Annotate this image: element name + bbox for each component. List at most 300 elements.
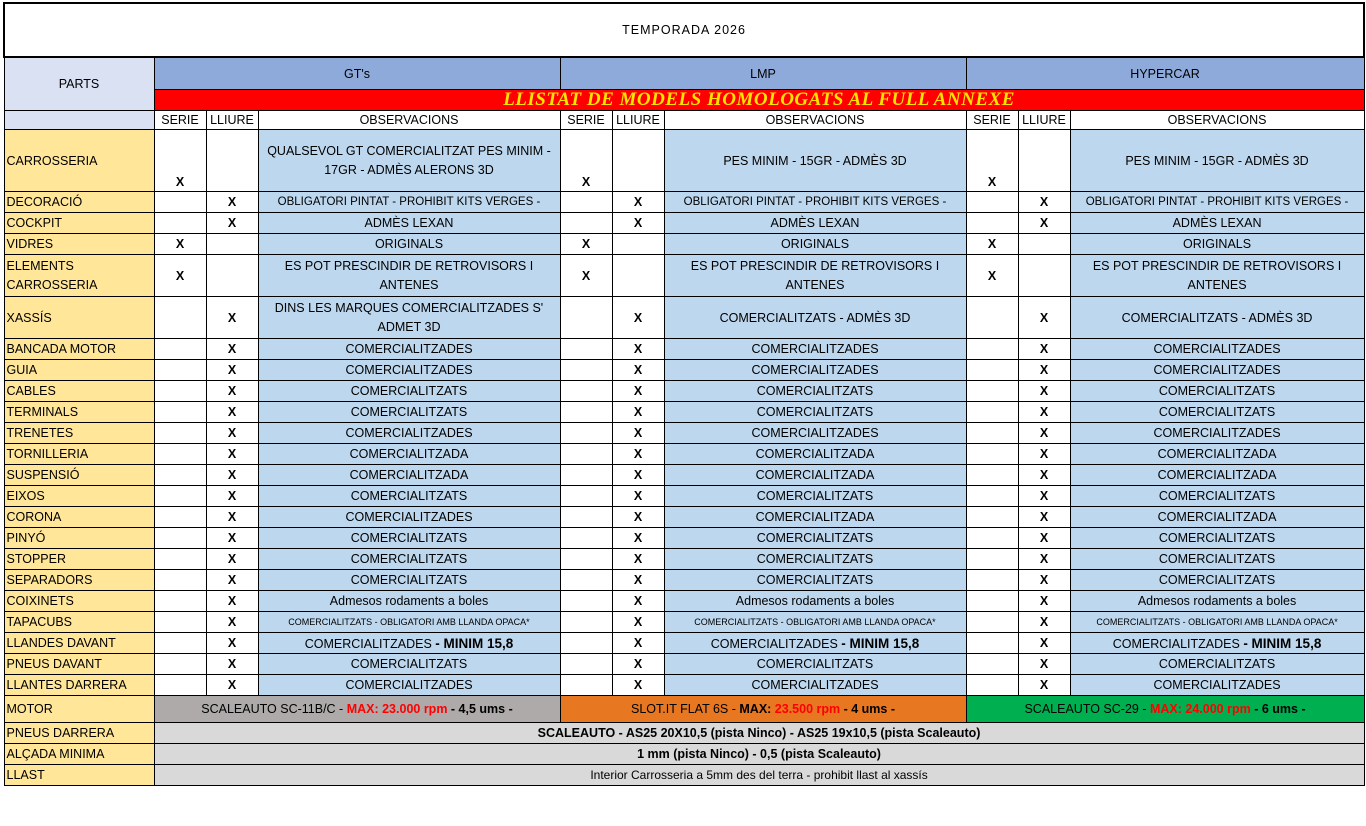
- hy-lliure-mark: X: [1018, 654, 1070, 675]
- ballast-spec: Interior Carrosseria a 5mm des del terra - prohibit llast al xassís: [154, 765, 1364, 786]
- lmp-lliure-mark: X: [612, 423, 664, 444]
- part-name: COIXINETS: [4, 591, 154, 612]
- lmp-serie-mark: [560, 675, 612, 696]
- gt-observation: COMERCIALITZATS: [258, 486, 560, 507]
- lmp-observation: COMERCIALITZATS: [664, 570, 966, 591]
- part-name: TRENETES: [4, 423, 154, 444]
- hy-observation: COMERCIALITZADA: [1070, 465, 1364, 486]
- gt-observation: DINS LES MARQUES COMERCIALITZADES S' ADMET 3D: [258, 297, 560, 339]
- hy-lliure-mark: X: [1018, 675, 1070, 696]
- hy-obs-header: OBSERVACIONS: [1070, 111, 1364, 130]
- gt-lliure-mark: X: [206, 297, 258, 339]
- part-name: TORNILLERIA: [4, 444, 154, 465]
- gt-serie-mark: [154, 192, 206, 213]
- table-row: [4, 507, 1364, 528]
- lmp-lliure-mark: X: [612, 486, 664, 507]
- gt-lliure-mark: X: [206, 654, 258, 675]
- lmp-lliure-mark: X: [612, 654, 664, 675]
- lmp-serie-header: SERIE: [560, 111, 612, 130]
- gt-observation: COMERCIALITZADES: [258, 507, 560, 528]
- lmp-serie-mark: [560, 633, 612, 654]
- part-name: STOPPER: [4, 549, 154, 570]
- hy-lliure-mark: X: [1018, 507, 1070, 528]
- lmp-observation: PES MINIM - 15GR - ADMÈS 3D: [664, 130, 966, 192]
- hy-lliure-mark: X: [1018, 381, 1070, 402]
- gt-observation: [258, 633, 560, 654]
- gt-lliure-mark: X: [206, 528, 258, 549]
- gt-observation: COMERCIALITZATS: [258, 528, 560, 549]
- gt-observation: ADMÈS LEXAN: [258, 213, 560, 234]
- lmp-serie-mark: [560, 339, 612, 360]
- parts-header-spacer: [4, 111, 154, 130]
- hy-serie-mark: [966, 444, 1018, 465]
- hy-observation: ADMÈS LEXAN: [1070, 213, 1364, 234]
- lmp-obs-text: COMERCIALITZADES: [710, 636, 842, 651]
- lmp-observation: ADMÈS LEXAN: [664, 213, 966, 234]
- gt-serie-mark: [154, 486, 206, 507]
- gt-lliure-mark: X: [206, 633, 258, 654]
- lmp-serie-mark: [560, 381, 612, 402]
- lmp-observation: COMERCIALITZATS: [664, 402, 966, 423]
- table-row: [4, 465, 1364, 486]
- table-row: [4, 654, 1364, 675]
- table-row: [4, 591, 1364, 612]
- hy-lliure-mark: X: [1018, 339, 1070, 360]
- gt-motor-max: MAX:: [346, 702, 383, 716]
- part-name: DECORACIÓ: [4, 192, 154, 213]
- gt-serie-mark: [154, 423, 206, 444]
- rear-tyres-spec: SCALEAUTO - AS25 20X10,5 (pista Ninco) - AS25 19x10,5 (pista Scaleauto): [154, 723, 1364, 744]
- hy-lliure-mark: X: [1018, 444, 1070, 465]
- hy-serie-mark: [966, 465, 1018, 486]
- gt-serie-mark: X: [154, 255, 206, 297]
- lmp-serie-mark: [560, 654, 612, 675]
- hy-motor-rpm: 24.000 rpm: [1185, 702, 1251, 716]
- lmp-serie-mark: [560, 486, 612, 507]
- lmp-serie-mark: [560, 528, 612, 549]
- lmp-observation: ORIGINALS: [664, 234, 966, 255]
- gt-serie-mark: [154, 507, 206, 528]
- gt-serie-mark: [154, 675, 206, 696]
- gt-serie-mark: [154, 570, 206, 591]
- gt-lliure-mark: [206, 130, 258, 192]
- table-row: [4, 192, 1364, 213]
- lmp-serie-mark: [560, 192, 612, 213]
- gt-lliure-mark: X: [206, 486, 258, 507]
- hy-serie-mark: [966, 423, 1018, 444]
- gt-lliure-mark: X: [206, 192, 258, 213]
- lmp-lliure-mark: X: [612, 612, 664, 633]
- category-gt: GT's: [154, 57, 560, 90]
- table-row: [4, 381, 1364, 402]
- hy-lliure-mark: X: [1018, 213, 1070, 234]
- lmp-motor-rpm: 23.500 rpm: [774, 702, 841, 716]
- hy-observation: OBLIGATORI PINTAT - PROHIBIT KITS VERGES -: [1070, 192, 1364, 213]
- gt-serie-mark: [154, 591, 206, 612]
- gt-serie-mark: [154, 612, 206, 633]
- hy-observation: PES MINIM - 15GR - ADMÈS 3D: [1070, 130, 1364, 192]
- gt-lliure-mark: [206, 255, 258, 297]
- hy-motor-spec: [966, 696, 1364, 723]
- hy-lliure-mark: X: [1018, 465, 1070, 486]
- rear-tyres-row: [4, 723, 1364, 744]
- hy-lliure-mark: X: [1018, 591, 1070, 612]
- part-name: CORONA: [4, 507, 154, 528]
- gt-motor-rpm: 23.000 rpm: [382, 702, 448, 716]
- hy-observation: ES POT PRESCINDIR DE RETROVISORS I ANTENES: [1070, 255, 1364, 297]
- hy-serie-header: SERIE: [966, 111, 1018, 130]
- lmp-lliure-mark: X: [612, 444, 664, 465]
- gt-lliure-mark: X: [206, 402, 258, 423]
- part-name: VIDRES: [4, 234, 154, 255]
- gt-serie-header: SERIE: [154, 111, 206, 130]
- part-name: LLAST: [4, 765, 154, 786]
- table-row: [4, 528, 1364, 549]
- lmp-serie-mark: [560, 423, 612, 444]
- part-name: PNEUS DAVANT: [4, 654, 154, 675]
- gt-lliure-mark: X: [206, 339, 258, 360]
- table-row: [4, 633, 1364, 654]
- gt-lliure-mark: X: [206, 507, 258, 528]
- hy-serie-mark: X: [966, 234, 1018, 255]
- lmp-lliure-mark: [612, 255, 664, 297]
- part-name: SEPARADORS: [4, 570, 154, 591]
- hy-serie-mark: X: [966, 130, 1018, 192]
- table-row: [4, 339, 1364, 360]
- gt-lliure-mark: X: [206, 213, 258, 234]
- gt-lliure-mark: X: [206, 549, 258, 570]
- page-title: TEMPORADA 2026: [4, 3, 1364, 57]
- part-name: TERMINALS: [4, 402, 154, 423]
- hy-serie-mark: [966, 528, 1018, 549]
- gt-observation: COMERCIALITZADA: [258, 465, 560, 486]
- part-name: ALÇADA MINIMA: [4, 744, 154, 765]
- lmp-lliure-mark: X: [612, 528, 664, 549]
- gt-lliure-mark: X: [206, 591, 258, 612]
- lmp-observation: COMERCIALITZADES: [664, 423, 966, 444]
- hy-lliure-mark: X: [1018, 633, 1070, 654]
- table-row: [4, 255, 1364, 297]
- part-name: CARROSSERIA: [4, 130, 154, 192]
- hy-obs-text: COMERCIALITZADES: [1112, 636, 1244, 651]
- lmp-motor-max: MAX:: [739, 702, 775, 716]
- lmp-serie-mark: [560, 213, 612, 234]
- lmp-lliure-mark: X: [612, 192, 664, 213]
- hy-lliure-mark: X: [1018, 360, 1070, 381]
- lmp-motor-model: SLOT.IT FLAT 6S -: [631, 702, 740, 716]
- min-height-spec: 1 mm (pista Ninco) - 0,5 (pista Scaleauto): [154, 744, 1364, 765]
- table-row: [4, 360, 1364, 381]
- lmp-lliure-mark: X: [612, 549, 664, 570]
- part-name: LLANTES DARRERA: [4, 675, 154, 696]
- hy-lliure-mark: [1018, 130, 1070, 192]
- gt-serie-mark: [154, 465, 206, 486]
- table-row: [4, 423, 1364, 444]
- lmp-observation: OBLIGATORI PINTAT - PROHIBIT KITS VERGES -: [664, 192, 966, 213]
- hy-obs-min: - MINIM 15,8: [1243, 635, 1322, 651]
- hy-observation: COMERCIALITZADA: [1070, 444, 1364, 465]
- lmp-serie-mark: [560, 612, 612, 633]
- gt-lliure-mark: X: [206, 360, 258, 381]
- hy-serie-mark: [966, 192, 1018, 213]
- gt-lliure-mark: X: [206, 465, 258, 486]
- hy-serie-mark: [966, 213, 1018, 234]
- lmp-lliure-mark: X: [612, 213, 664, 234]
- lmp-serie-mark: [560, 465, 612, 486]
- gt-observation: COMERCIALITZADES: [258, 360, 560, 381]
- hy-observation: COMERCIALITZADES: [1070, 339, 1364, 360]
- part-name: LLANDES DAVANT: [4, 633, 154, 654]
- gt-motor-model: SCALEAUTO SC-11B/C -: [201, 702, 347, 716]
- lmp-obs-header: OBSERVACIONS: [664, 111, 966, 130]
- season-rules-sheet: [3, 2, 1363, 822]
- hy-serie-mark: [966, 402, 1018, 423]
- hy-observation: COMERCIALITZADA: [1070, 507, 1364, 528]
- lmp-lliure-mark: X: [612, 360, 664, 381]
- gt-observation: COMERCIALITZATS: [258, 570, 560, 591]
- lmp-lliure-mark: X: [612, 591, 664, 612]
- hy-observation: COMERCIALITZATS: [1070, 654, 1364, 675]
- gt-serie-mark: X: [154, 234, 206, 255]
- gt-obs-text: COMERCIALITZADES: [304, 636, 436, 651]
- gt-lliure-mark: X: [206, 570, 258, 591]
- hy-lliure-mark: X: [1018, 297, 1070, 339]
- hy-lliure-mark: X: [1018, 402, 1070, 423]
- gt-lliure-header: LLIURE: [206, 111, 258, 130]
- gt-observation: QUALSEVOL GT COMERCIALITZAT PES MINIM - 17GR - ADMÈS ALERONS 3D: [258, 130, 560, 192]
- table-row: [4, 402, 1364, 423]
- part-name: BANCADA MOTOR: [4, 339, 154, 360]
- hy-serie-mark: X: [966, 255, 1018, 297]
- gt-serie-mark: [154, 360, 206, 381]
- table-row: [4, 297, 1364, 339]
- gt-obs-header: OBSERVACIONS: [258, 111, 560, 130]
- table-row: [4, 213, 1364, 234]
- hy-serie-mark: [966, 339, 1018, 360]
- lmp-observation: COMERCIALITZATS: [664, 486, 966, 507]
- lmp-motor-ums: - 4 ums -: [840, 702, 895, 716]
- hy-observation: [1070, 633, 1364, 654]
- gt-lliure-mark: X: [206, 423, 258, 444]
- lmp-observation: COMERCIALITZADA: [664, 465, 966, 486]
- lmp-serie-mark: X: [560, 255, 612, 297]
- gt-observation: COMERCIALITZADES: [258, 339, 560, 360]
- hy-lliure-mark: X: [1018, 549, 1070, 570]
- hy-lliure-mark: [1018, 255, 1070, 297]
- lmp-serie-mark: [560, 570, 612, 591]
- gt-observation: Admesos rodaments a boles: [258, 591, 560, 612]
- hy-observation: COMERCIALITZATS - ADMÈS 3D: [1070, 297, 1364, 339]
- hy-lliure-mark: X: [1018, 570, 1070, 591]
- lmp-lliure-mark: X: [612, 339, 664, 360]
- hy-serie-mark: [966, 654, 1018, 675]
- hy-observation: COMERCIALITZATS: [1070, 528, 1364, 549]
- hy-motor-ums: - 6 ums -: [1250, 702, 1306, 716]
- hy-motor-model: SCALEAUTO SC-29 -: [1024, 702, 1150, 716]
- part-name: PINYÓ: [4, 528, 154, 549]
- gt-observation: COMERCIALITZADES: [258, 423, 560, 444]
- gt-observation: COMERCIALITZATS: [258, 549, 560, 570]
- table-row: [4, 675, 1364, 696]
- gt-observation: COMERCIALITZATS: [258, 381, 560, 402]
- gt-serie-mark: [154, 339, 206, 360]
- lmp-motor-spec: [560, 696, 966, 723]
- rules-table: [3, 2, 1365, 786]
- gt-serie-mark: X: [154, 130, 206, 192]
- hy-serie-mark: [966, 612, 1018, 633]
- hy-lliure-header: LLIURE: [1018, 111, 1070, 130]
- lmp-observation: COMERCIALITZATS - ADMÈS 3D: [664, 297, 966, 339]
- hy-serie-mark: [966, 633, 1018, 654]
- min-height-row: [4, 744, 1364, 765]
- lmp-lliure-mark: X: [612, 465, 664, 486]
- hy-lliure-mark: X: [1018, 192, 1070, 213]
- hy-lliure-mark: [1018, 234, 1070, 255]
- gt-motor-spec: [154, 696, 560, 723]
- part-name: MOTOR: [4, 696, 154, 723]
- gt-observation: COMERCIALITZATS - OBLIGATORI AMB LLANDA OPACA*: [258, 612, 560, 633]
- lmp-lliure-mark: X: [612, 381, 664, 402]
- table-row: [4, 234, 1364, 255]
- gt-observation: COMERCIALITZADA: [258, 444, 560, 465]
- part-name: PNEUS DARRERA: [4, 723, 154, 744]
- lmp-serie-mark: [560, 297, 612, 339]
- homologation-banner: LLISTAT DE MODELS HOMOLOGATS AL FULL ANNEXE: [154, 90, 1364, 111]
- ballast-row: [4, 765, 1364, 786]
- lmp-observation: COMERCIALITZATS - OBLIGATORI AMB LLANDA OPACA*: [664, 612, 966, 633]
- hy-serie-mark: [966, 486, 1018, 507]
- lmp-observation: COMERCIALITZADES: [664, 675, 966, 696]
- gt-serie-mark: [154, 213, 206, 234]
- gt-lliure-mark: [206, 234, 258, 255]
- hy-observation: COMERCIALITZATS: [1070, 570, 1364, 591]
- gt-observation: ORIGINALS: [258, 234, 560, 255]
- gt-observation: COMERCIALITZATS: [258, 402, 560, 423]
- hy-lliure-mark: X: [1018, 612, 1070, 633]
- lmp-observation: COMERCIALITZADA: [664, 507, 966, 528]
- lmp-lliure-mark: [612, 234, 664, 255]
- gt-observation: COMERCIALITZATS: [258, 654, 560, 675]
- gt-serie-mark: [154, 549, 206, 570]
- hy-observation: COMERCIALITZADES: [1070, 423, 1364, 444]
- hy-serie-mark: [966, 549, 1018, 570]
- lmp-observation: COMERCIALITZADA: [664, 444, 966, 465]
- gt-serie-mark: [154, 444, 206, 465]
- hy-lliure-mark: X: [1018, 528, 1070, 549]
- lmp-observation: COMERCIALITZATS: [664, 528, 966, 549]
- lmp-lliure-mark: X: [612, 633, 664, 654]
- lmp-serie-mark: [560, 549, 612, 570]
- lmp-serie-mark: X: [560, 130, 612, 192]
- lmp-observation: ES POT PRESCINDIR DE RETROVISORS I ANTENES: [664, 255, 966, 297]
- lmp-observation: [664, 633, 966, 654]
- gt-serie-mark: [154, 528, 206, 549]
- part-name: CABLES: [4, 381, 154, 402]
- part-name: TAPACUBS: [4, 612, 154, 633]
- table-row: [4, 570, 1364, 591]
- hy-serie-mark: [966, 360, 1018, 381]
- hy-observation: Admesos rodaments a boles: [1070, 591, 1364, 612]
- gt-serie-mark: [154, 402, 206, 423]
- category-lmp: LMP: [560, 57, 966, 90]
- table-row: [4, 444, 1364, 465]
- lmp-obs-min: - MINIM 15,8: [841, 635, 920, 651]
- gt-serie-mark: [154, 297, 206, 339]
- lmp-serie-mark: [560, 507, 612, 528]
- table-row: [4, 486, 1364, 507]
- part-name: COCKPIT: [4, 213, 154, 234]
- part-name: EIXOS: [4, 486, 154, 507]
- table-row: [4, 130, 1364, 192]
- hy-serie-mark: [966, 570, 1018, 591]
- hy-serie-mark: [966, 591, 1018, 612]
- gt-lliure-mark: X: [206, 381, 258, 402]
- lmp-lliure-mark: X: [612, 507, 664, 528]
- part-name: ELEMENTS CARROSSERIA: [4, 255, 154, 297]
- part-name: GUIA: [4, 360, 154, 381]
- hy-serie-mark: [966, 381, 1018, 402]
- gt-observation: COMERCIALITZADES: [258, 675, 560, 696]
- lmp-observation: COMERCIALITZATS: [664, 381, 966, 402]
- lmp-lliure-header: LLIURE: [612, 111, 664, 130]
- gt-obs-min: - MINIM 15,8: [435, 635, 514, 651]
- hy-observation: COMERCIALITZATS: [1070, 381, 1364, 402]
- lmp-lliure-mark: X: [612, 675, 664, 696]
- gt-serie-mark: [154, 381, 206, 402]
- hy-serie-mark: [966, 297, 1018, 339]
- lmp-serie-mark: [560, 444, 612, 465]
- lmp-observation: COMERCIALITZATS: [664, 654, 966, 675]
- table-row: [4, 612, 1364, 633]
- lmp-serie-mark: [560, 591, 612, 612]
- lmp-lliure-mark: X: [612, 570, 664, 591]
- hy-lliure-mark: X: [1018, 486, 1070, 507]
- lmp-serie-mark: [560, 402, 612, 423]
- part-name: XASSÍS: [4, 297, 154, 339]
- hy-observation: COMERCIALITZATS: [1070, 549, 1364, 570]
- hy-serie-mark: [966, 507, 1018, 528]
- hy-observation: COMERCIALITZATS - OBLIGATORI AMB LLANDA OPACA*: [1070, 612, 1364, 633]
- parts-header: PARTS: [4, 57, 154, 111]
- lmp-observation: Admesos rodaments a boles: [664, 591, 966, 612]
- lmp-serie-mark: X: [560, 234, 612, 255]
- hy-observation: COMERCIALITZATS: [1070, 486, 1364, 507]
- lmp-observation: COMERCIALITZADES: [664, 339, 966, 360]
- hy-observation: COMERCIALITZATS: [1070, 402, 1364, 423]
- lmp-observation: COMERCIALITZADES: [664, 360, 966, 381]
- gt-lliure-mark: X: [206, 612, 258, 633]
- gt-serie-mark: [154, 654, 206, 675]
- category-hypercar: HYPERCAR: [966, 57, 1364, 90]
- lmp-lliure-mark: X: [612, 402, 664, 423]
- hy-observation: COMERCIALITZADES: [1070, 675, 1364, 696]
- gt-lliure-mark: X: [206, 444, 258, 465]
- table-row: [4, 549, 1364, 570]
- lmp-serie-mark: [560, 360, 612, 381]
- hy-serie-mark: [966, 675, 1018, 696]
- hy-observation: ORIGINALS: [1070, 234, 1364, 255]
- hy-lliure-mark: X: [1018, 423, 1070, 444]
- gt-lliure-mark: X: [206, 675, 258, 696]
- lmp-observation: COMERCIALITZATS: [664, 549, 966, 570]
- hy-observation: COMERCIALITZADES: [1070, 360, 1364, 381]
- lmp-lliure-mark: X: [612, 297, 664, 339]
- motor-row: [4, 696, 1364, 723]
- lmp-lliure-mark: [612, 130, 664, 192]
- gt-motor-ums: - 4,5 ums -: [447, 702, 513, 716]
- part-name: SUSPENSIÓ: [4, 465, 154, 486]
- gt-observation: OBLIGATORI PINTAT - PROHIBIT KITS VERGES -: [258, 192, 560, 213]
